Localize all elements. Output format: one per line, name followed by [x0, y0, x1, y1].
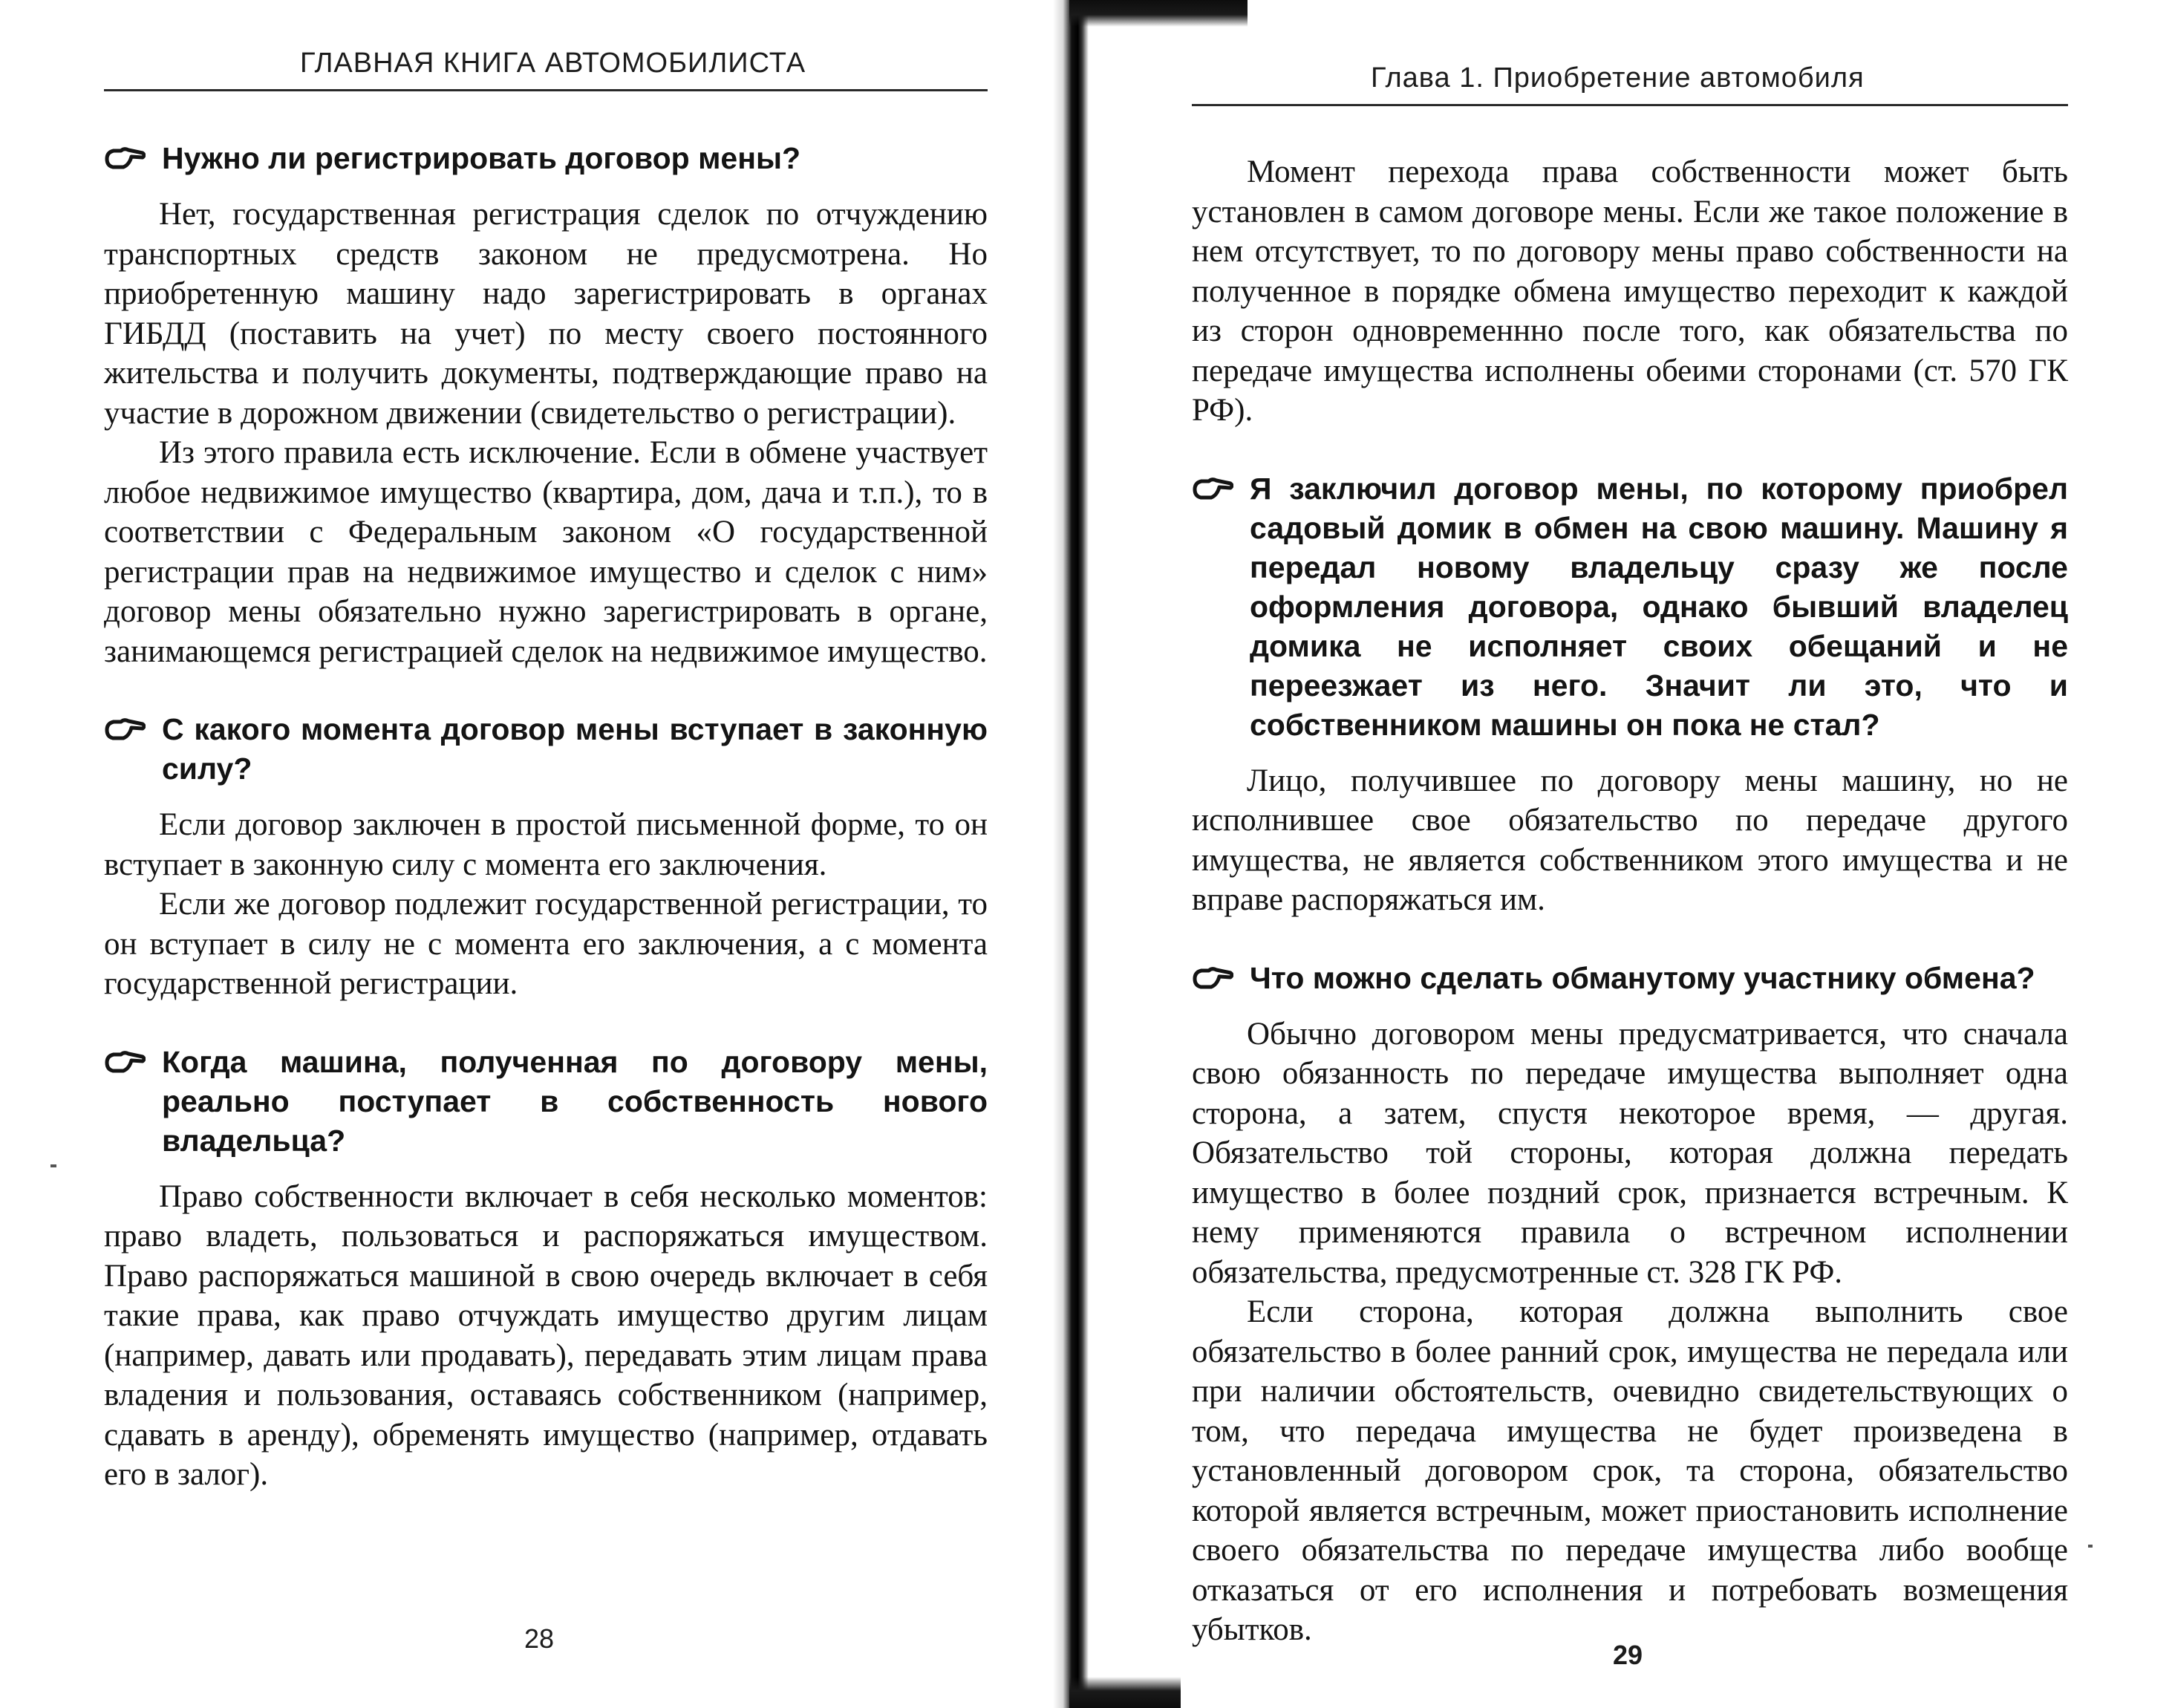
- paragraph: Если договор заключен в простой письменной форме, то он вступает в законную силу с момента его заключения.: [104, 807, 988, 882]
- question-heading: [104, 710, 988, 789]
- question-text: Когда машина, полученная по договору мены, реально поступает в собственность нового владельца?: [162, 1044, 988, 1158]
- left-page-text: [104, 139, 988, 1495]
- scan-speck: [2088, 1545, 2093, 1548]
- header-rule: [104, 89, 988, 91]
- question-text: С какого момента договор мены вступает в законную силу?: [162, 712, 988, 786]
- running-head: Глава 1. Приобретение автомобиля: [1371, 62, 1865, 94]
- header-rule: [1192, 104, 2068, 106]
- page-number: 29: [1613, 1640, 1643, 1670]
- page-number: 28: [524, 1623, 555, 1654]
- question-text: Я заключил договор мены, по которому приобрел садовый домик в обмен на свою машину. Машину я передал новому владельцу сразу же после оформления договора, однако бывший владелец домика не исполняет своих обещаний и не переезжает из него. Значит ли это, что и собственником машины он пока не стал?: [1250, 471, 2068, 742]
- pointing-hand-icon: [1192, 966, 1233, 991]
- pointing-hand-icon: [104, 1050, 146, 1075]
- pointing-hand-icon: [104, 146, 146, 172]
- running-head: ГЛАВНАЯ КНИГА АВТОМОБИЛИСТА: [300, 48, 806, 79]
- pointing-hand-icon: [1192, 477, 1233, 502]
- paragraph: Момент перехода права собственности может быть установлен в самом договоре мены. Если же такое положение в нем отсутствует, то по договору мены право собственности на полученное в порядке обмена имущество переходит к каждой из сторон одновременнно после того, как обязательства по передаче имущества исполнены обеими сторонами (ст. 570 ГК РФ).: [1192, 154, 2068, 428]
- question-heading: [1192, 959, 2068, 998]
- paragraph: Из этого правила есть исключение. Если в обмене участвует любое недвижимое имущество (квартира, дом, дача и т.п.), то в соответствии с Федеральным законом «О государственной регистрации прав на недвижимое имущество и сделок с ним» договор мены обязательно нужно зарегистрировать в органе, занимающемся регистрацией сделок на недвижимое имущество.: [104, 435, 988, 669]
- left-page: [0, 0, 1069, 1708]
- question-heading: [104, 139, 988, 178]
- question-text: Что можно сделать обманутому участнику обмена?: [1250, 960, 2035, 995]
- paragraph: Если же договор подлежит государственной регистрации, то он вступает в силу не с момента его заключения, а с момента государственной регистрации.: [104, 887, 988, 1001]
- right-page: [1069, 0, 2172, 1708]
- paragraph: Право собственности включает в себя несколько моментов: право владеть, пользоваться и распоряжаться имуществом. Право распоряжаться машиной в свою очередь включает в себя такие права, как право отчуждать имущество другим лицам (например, давать или продавать), передавать этим лицам права владения и пользования, оставаясь собственником (например, сдавать в аренду), обременять имущество (например, отдавать его в залог).: [104, 1179, 988, 1492]
- question-heading: [1192, 469, 2068, 745]
- paragraph: Нет, государственная регистрация сделок по отчуждению транспортных средств законом не предусмотрена. Но приобретенную машину надо зарегистрировать в органах ГИБДД (поставить на учет) по месту своего постоянного жительства и получить документы, подтверждающие право на участие в дорожном движении (свидетельство о регистрации).: [104, 197, 988, 431]
- scan-speck: [50, 1164, 56, 1167]
- paragraph: Лицо, получившее по договору мены машину, но не исполнившее свое обязательство по передаче другого имущества, не является собственником этого имущества и не вправе распоряжаться им.: [1192, 763, 2068, 917]
- right-page-text: [1192, 152, 2068, 1650]
- paragraph: Если сторона, которая должна выполнить свое обязательство в более ранний срок, имущества не передала или при наличии обстоятельств, очевидно свидетельствующих о том, что передача имущества не будет произведена в установленный договором срок, та сторона, обязательство которой является встречным, может приостановить исполнение своего обязательства по передаче имущества либо вообще отказаться от его исполнения и потребовать возмещения убытков.: [1192, 1294, 2068, 1647]
- pointing-hand-icon: [104, 717, 146, 743]
- paragraph: Обычно договором мены предусматривается, что сначала свою обязанность по передаче имущества выполняет одна сторона, а затем, спустя некоторое время, — другая. Обязательство той стороны, которая должна передать имущество в более поздний срок, признается встречным. К нему применяются правила о встречном исполнении обязательства, предусмотренные ст. 328 ГК РФ.: [1192, 1016, 2068, 1290]
- question-text: Нужно ли регистрировать договор мены?: [162, 141, 801, 175]
- question-heading: [104, 1043, 988, 1161]
